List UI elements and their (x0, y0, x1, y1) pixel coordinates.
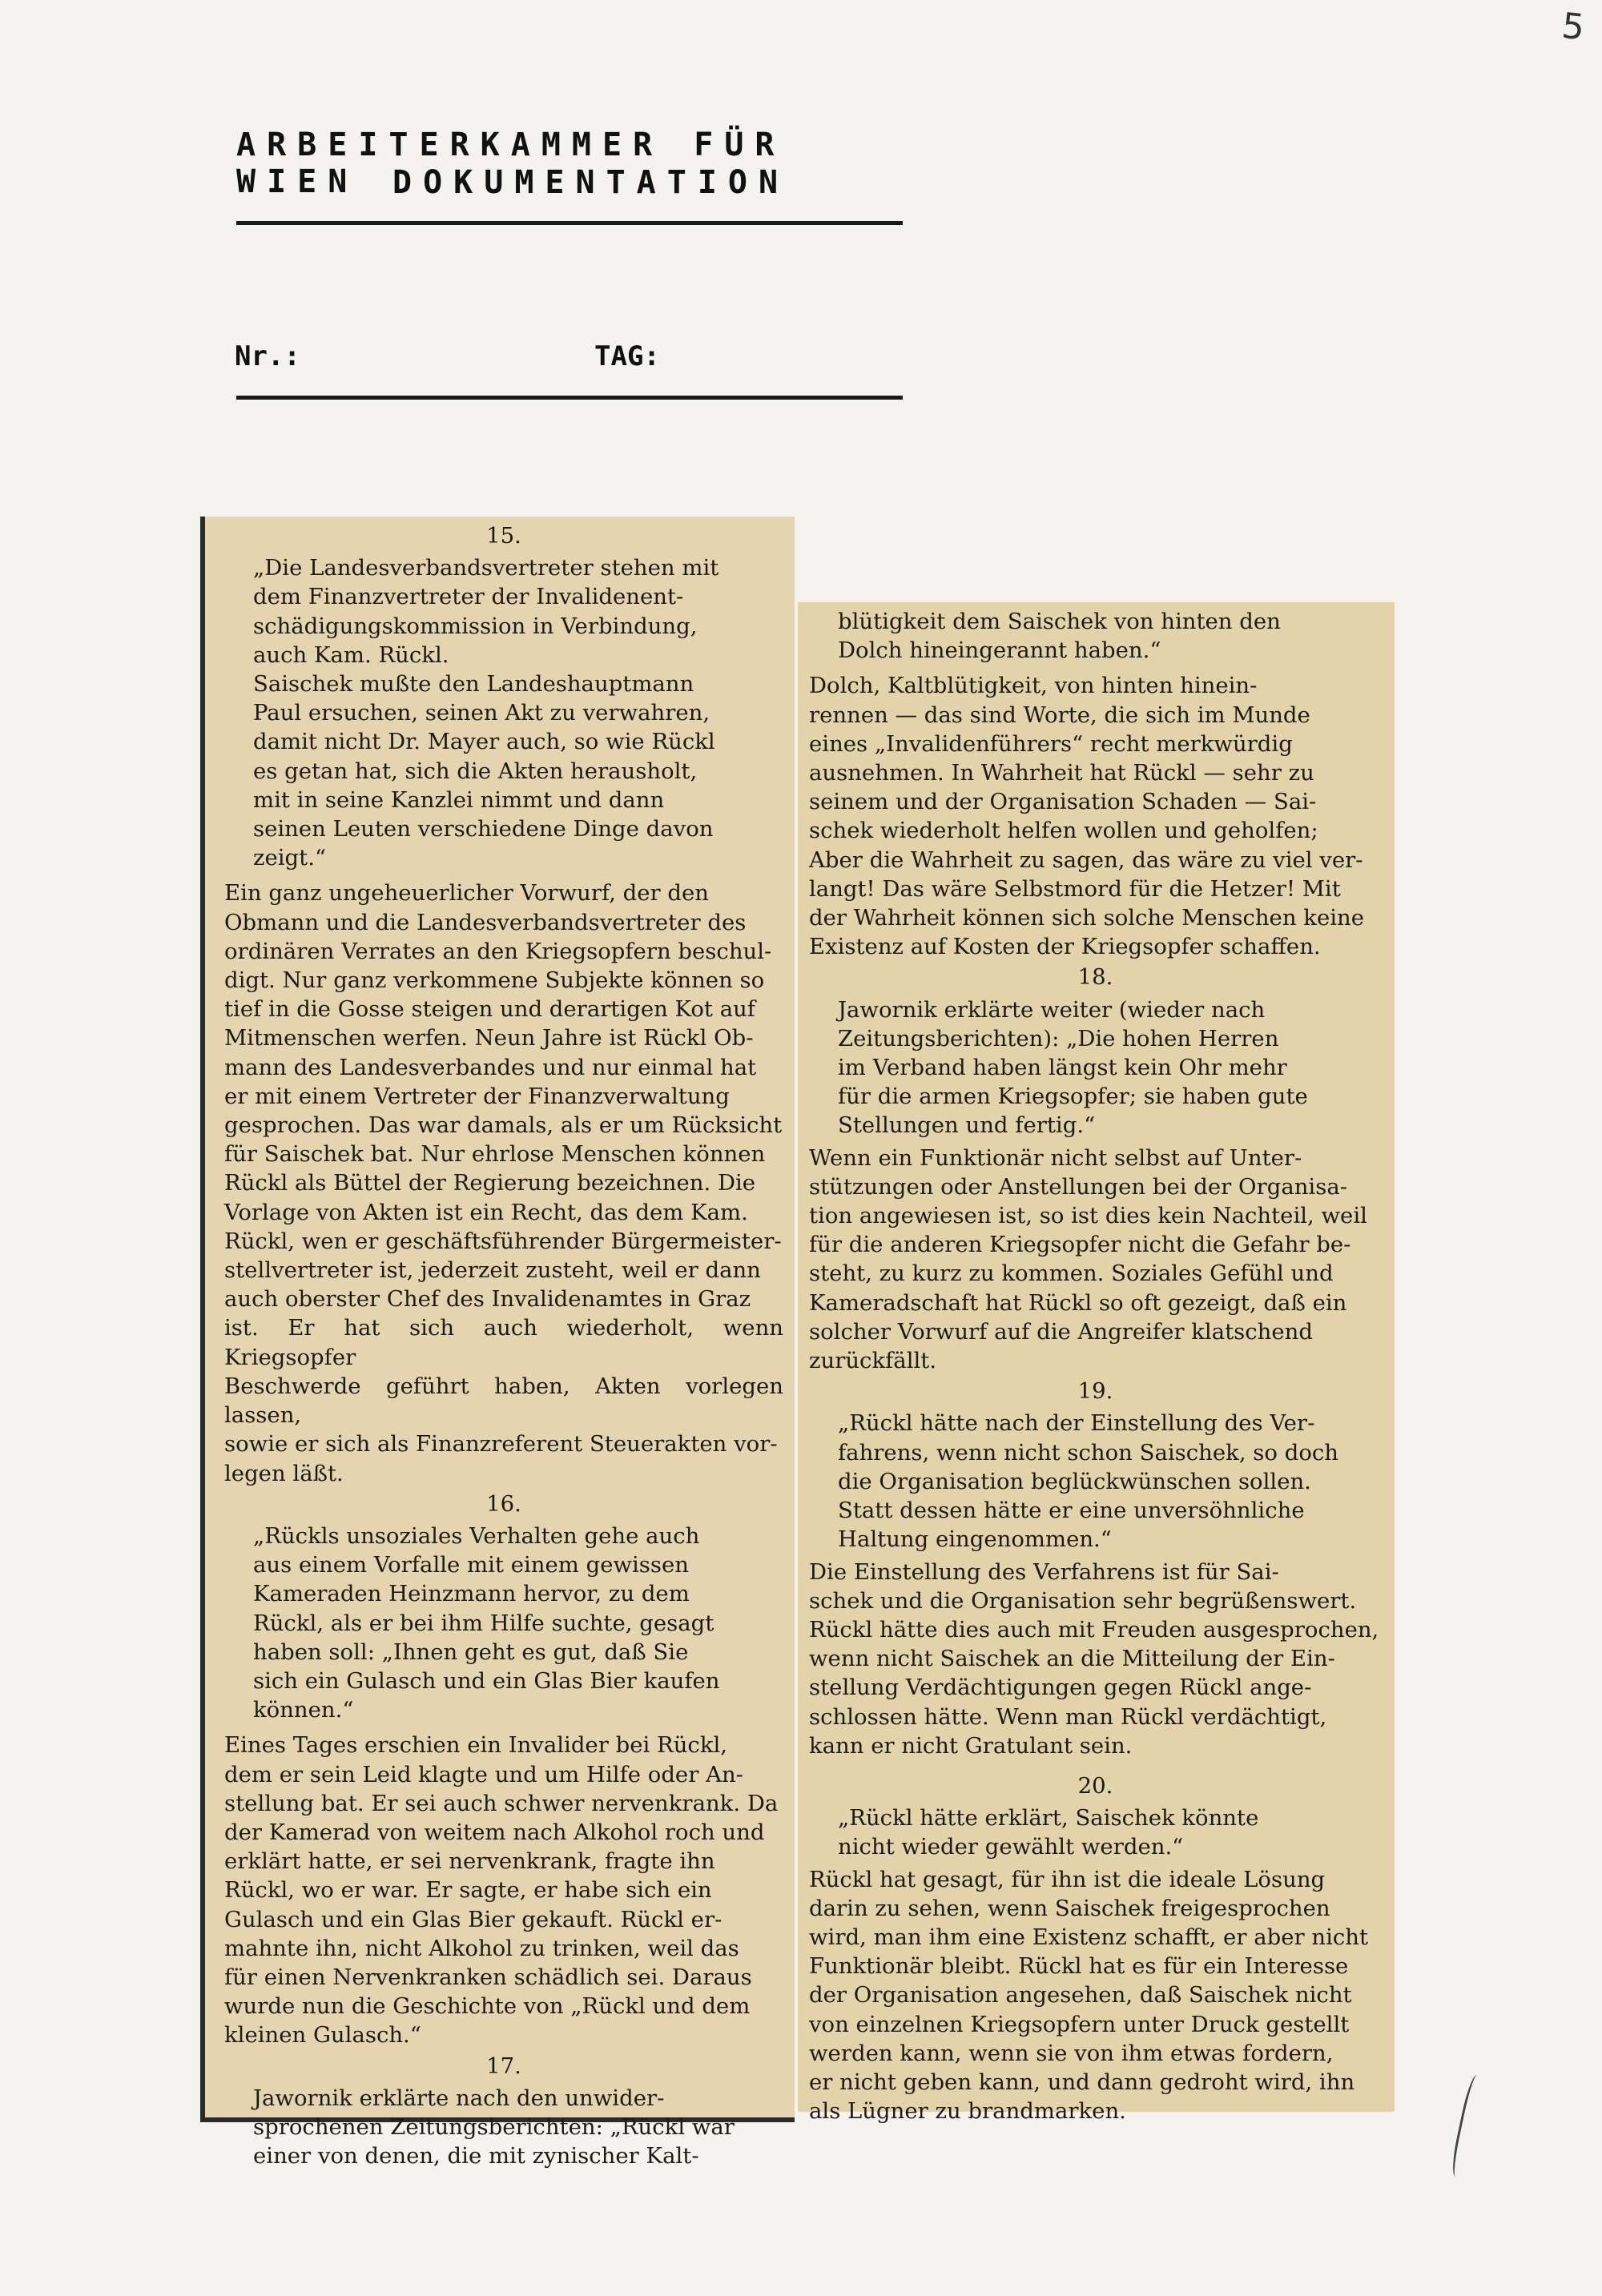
header-institution: ARBEITERKAMMER FÜR WIEN (236, 127, 786, 200)
tag-field-label: TAG: (594, 340, 660, 372)
section-quote: „Rückl hätte nach der Einstellung des Ver- fahrens, wenn nicht schon Saischek, so doch die Organisation beglückwünschen sollen. Statt dessen hätte er eine unversöhnliche Haltung eingenommen.“ (838, 1410, 1338, 1553)
section-quote: „Rückl hätte erklärt, Saischek könnte nicht wieder gewählt werden.“ (838, 1805, 1259, 1860)
pencil-mark (1449, 2073, 1487, 2179)
section-quote: Jawornik erklärte nach den unwider- sprochenen Zeitungsberichten: „Rückl war einer von denen, die mit zynischer Kalt- (253, 2085, 735, 2169)
section-quote-continued: blütigkeit dem Saischek von hinten den Dolch hineingerannt haben.“ (838, 609, 1281, 664)
section-reply: Dolch, Kaltblütigkeit, von hinten hinein- rennen — das sind Worte, die sich im Munde eines „Invalidenführers“ recht merkwürdig ausnehmen. In Wahrheit hat Rückl — sehr zu seinem und der Organisation Schaden — Sai- schek wiederholt helfen wollen und geholfen; Aber die Wahrheit zu sagen, das wäre zu viel ver- langt! Das wäre Selbstmord für die Hetzer! Mit der Wahrheit können sich solche Menschen keine Existenz auf Kosten der Kriegsopfer schaffen. (809, 673, 1365, 960)
section-quote: „Rückls unsoziales Verhalten gehe auch aus einem Vorfalle mit einem gewissen Kameraden Heinzmann hervor, zu dem Rückl, als er bei ihm Hilfe suchte, gesagt haben soll: „Ihnen geht es gut, daß Sie sich ein Gulasch und ein Glas Bier kaufen können.“ (253, 1522, 720, 1723)
section-number: 19. (1077, 1378, 1113, 1405)
section-reply: Wenn ein Funktionär nicht selbst auf Unter- stützungen oder Anstellungen bei der Organisa- tion angewiesen ist, so ist dies kein Nachteil, weil für die anderen Kriegsopfer nicht die Gefahr be- steht, zu kurz zu kommen. Soziales Gefühl und Kameradschaft hat Rückl so oft gezeigt, daß ein solcher Vorwurf auf die Angreifer klatschend zurückfällt. (809, 1144, 1367, 1374)
section-number: 15. (486, 523, 521, 549)
section-number: 17. (486, 2053, 521, 2079)
section-reply: Ein ganz ungeheuerlicher Vorwurf, der den Obmann und die Landesverbandsvertreter des ordinären Verrates an den Kriegsopfern beschul- digt. Nur ganz verkommene Subjekte können so tief in die Gosse steigen und derartigen Kot auf Mitmenschen werfen. Neun Jahre ist Rückl Ob- mann des Landesverbandes und nur einmal hat er mit einem Vertreter der Finanzverwaltung gesprochen. Das war damals, als er um Rücksicht für Saischek bat. Nur ehrlose Menschen können Rückl als Büttel der Regierung bezeichnen. Die Vorlage von Akten ist ein Recht, das dem Kam. Rückl, wen er geschäftsführender Bürgermeister- stellvertreter ist, jederzeit zusteht, weil er dann auch oberster Chef des Invalidenamtes in Graz ist. Er hat sich auch wiederholt, wenn Kriegsopfer Beschwerde geführt haben, Akten vorlegen lassen, sowie er sich als Finanzreferent Steuerakten vor- legen läßt. (224, 880, 783, 1486)
header-rule-top (236, 221, 903, 225)
section-number: 20. (1077, 1772, 1113, 1799)
section-reply: Rückl hat gesagt, für ihn ist die ideale Lösung darin zu sehen, wenn Saischek freigesprochen wird, man ihm eine Existenz schafft, er aber nicht Funktionär bleibt. Rückl hat es für ein Interesse der Organisation angesehen, daß Saischek nicht von einzelnen Kriegsopfern unter Druck gestellt werden kann, wenn sie von ihm etwas fordern, er nicht geben kann, und dann gedroht wird, ihn als Lügner zu brandmarken. (809, 1866, 1369, 2125)
nr-field-label: Nr.: (235, 340, 300, 372)
page-number: 5 (1560, 5, 1587, 49)
section-quote: Jawornik erklärte weiter (wieder nach Zeitungsberichten): „Die hohen Herren im Verband haben längst kein Ohr mehr für die armen Kriegsopfer; sie haben gute Stellungen und fertig.“ (838, 996, 1308, 1139)
newspaper-clipping-right (798, 602, 1395, 2125)
section-number: 16. (486, 1490, 521, 1517)
newspaper-clipping-left (200, 517, 795, 2169)
header-rule-bottom (236, 396, 903, 400)
section-reply: Eines Tages erschien ein Invalider bei Rückl, dem er sein Leid klagte und um Hilfe oder An- stellung bat. Er sei auch schwer nervenkrank. Da der Kamerad von weitem nach Alkohol roch und erklärt hatte, er sei nervenkrank, fragte ihn Rückl, wo er war. Er sagte, er habe sich ein Gulasch und ein Glas Bier gekauft. Rückl er- mahnte ihn, nicht Alkohol zu trinken, weil das für einen Nervenkranken schädlich sei. Daraus wurde nun die Geschichte von „Rückl und dem kleinen Gulasch.“ (224, 1732, 779, 2049)
header-department: DOKUMENTATION (392, 164, 790, 201)
section-quote: „Die Landesverbandsvertreter stehen mit dem Finanzvertreter der Invalidenent- schädigungskommission in Verbindung, auch Kam. Rückl. Saischek mußte den Landeshauptmann Paul ersuchen, seinen Akt zu verwahren, damit nicht Dr. Mayer auch, so wie Rückl es getan hat, sich die Akten herausholt, mit in seine Kanzlei nimmt und dann seinen Leuten verschiedene Dinge davon zeigt.“ (253, 555, 719, 871)
section-number: 18. (1077, 964, 1113, 991)
section-reply: Die Einstellung des Verfahrens ist für Sai- schek und die Organisation sehr begrüßenswert. Rückl hätte dies auch mit Freuden ausgesprochen, wenn nicht Saischek an die Mitteilung der Ein- stellung Verdächtigungen gegen Rückl ange- schlossen hätte. Wenn man Rückl verdächtigt, kann er nicht Gratulant sein. (809, 1558, 1379, 1759)
